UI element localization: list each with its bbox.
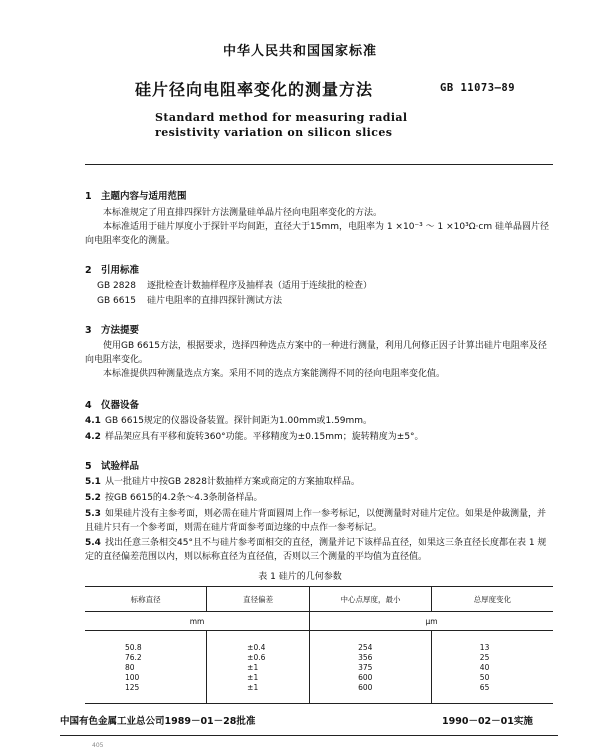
table-cell: 254 356 375 600 600 [310,631,432,704]
section-1-heading [85,188,187,202]
reference-item [97,280,372,294]
table-header-row [85,587,553,612]
clause-number: 5.1 [85,477,101,487]
clause-number: 5.3 [85,509,101,519]
issuing-country: 中华人民共和国国家标准 [222,44,377,59]
section-title: 试验样品 [101,461,140,472]
table-caption: 表 1 硅片的几何参数 [258,572,342,582]
unit-label: mm [85,612,310,631]
clause-4-1 [85,415,551,429]
table-unit-row [85,612,553,631]
section-3-para-1: 使用GB 6615方法，根据要求，选择四种选点方案中的一种进行测量，利用几何修正因子计算出硅片电阻率及径向电阻率变化。 [85,341,547,365]
clause-5-2 [85,492,551,506]
clause-text: 样品架应具有平移和旋转360°功能。平移精度为±0.15mm；旋转精度为±5°。 [105,432,424,442]
section-5-heading [85,458,139,472]
reference-text: 硅片电阻率的直排四探针测试方法 [147,296,283,306]
section-2-heading [85,262,139,276]
clause-4-2 [85,431,551,445]
standard-title-cn: 硅片径向电阻率变化的测量方法 [135,80,374,99]
section-number: 5 [85,461,92,472]
clause-number: 5.2 [85,493,101,503]
column-header: 总厚度变化 [431,587,553,612]
section-title: 仪器设备 [101,400,140,411]
column-header: 标称直径 [85,587,207,612]
section-number: 4 [85,400,92,411]
section-4-heading [85,397,139,411]
standard-title-en [155,110,408,140]
section-number: 1 [85,191,92,202]
reference-text: 逐批检查计数抽样程序及抽样表（适用于连续批的检查） [147,281,373,291]
standard-number: GB 11073—89 [440,82,516,94]
table-cell: 13 25 40 50 65 [431,631,553,704]
clause-5-3 [85,508,551,535]
table-cell: 50.8 76.2 80 100 125 [85,631,207,704]
section-1-para-1: 本标准规定了用直排四探针方法测量硅单晶片径向电阻率变化的方法。 [103,208,383,218]
clause-number: 5.4 [85,538,101,548]
section-3-para-2: 本标准提供四种测量选点方案。采用不同的选点方案能测得不同的径向电阻率变化值。 [103,369,446,379]
column-header: 中心点厚度，最小 [310,587,432,612]
reference-item [97,295,282,309]
clause-text: 如果硅片没有主参考面，则必需在硅片背面圆周上作一参考标记，以便测量时对硅片定位。如果是仲裁测量，并且硅片只有一个参考面，则需在硅片背面参考面边缘的中点作一参考标记。 [85,509,547,533]
reference-code: GB 2828 [97,281,136,291]
effective-date: 1990－02－01实施 [442,716,533,727]
clause-5-4 [85,537,551,564]
table-row [85,631,553,704]
column-header: 直径偏差 [207,587,310,612]
section-title: 主题内容与适用范围 [101,191,187,202]
title-en-line: Standard method for measuring radial [155,111,408,124]
clause-text: GB 6615规定的仪器设备装置。探针间距为1.00mm或1.59mm。 [105,416,373,426]
unit-label: μm [310,612,553,631]
reference-code: GB 6615 [97,296,136,306]
section-1-para-2: 本标准适用于硅片厚度小于探针平均间距，直径大于15mm，电阻率为 1 ×10⁻³ ～ 1 ×10³Ω·cm 硅单晶圆片径向电阻率变化的测量。 [85,222,550,246]
section-number: 2 [85,265,92,276]
section-3-heading [85,322,139,336]
clause-text: 从一批硅片中按GB 2828计数抽样方案或商定的方案抽取样品。 [105,477,360,487]
clause-text: 按GB 6615的4.2条～4.3条制备样品。 [105,493,263,503]
clause-5-1 [85,476,551,490]
section-title: 引用标准 [101,265,140,276]
title-en-line: resistivity variation on silicon slices [155,126,393,139]
table-cell: ±0.4 ±0.6 ±1 ±1 ±1 [207,631,310,704]
clause-number: 4.2 [85,432,101,442]
header-divider [85,164,553,165]
approval-date: 中国有色金属工业总公司1989－01－28批准 [60,716,256,727]
geometry-table [85,586,553,704]
footer-divider [60,735,558,736]
section-number: 3 [85,325,92,336]
clause-number: 4.1 [85,416,101,426]
section-title: 方法提要 [101,325,140,336]
clause-text: 找出任意三条相交45°且不与硅片参考面相交的直径，测量并记下该样品直径，如果这三条直径长度都在表 1 规定的直径偏差范围以内，则以标称直径为直径值，否则以三个测量的平均值为直径值。 [85,538,547,562]
page-number: 405 [92,742,104,749]
